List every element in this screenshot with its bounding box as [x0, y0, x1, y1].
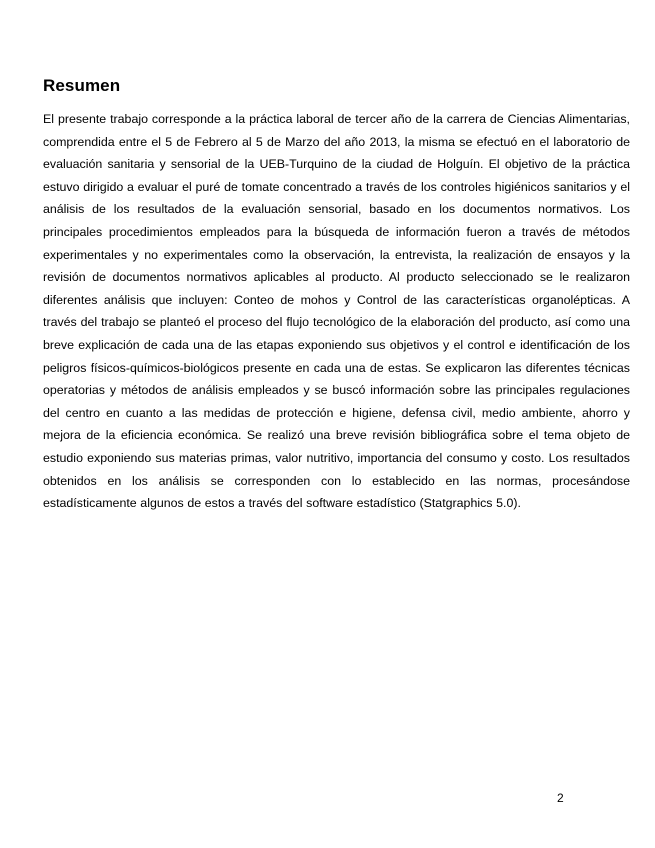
- section-heading: Resumen: [43, 76, 121, 95]
- abstract-paragraph: El presente trabajo corresponde a la práctica laboral de tercer año de la carrera de Ciencias Alimentarias, comprendida entre el 5 de Febrero al 5 de Marzo del año 2013, la misma se efectuó en el laboratorio de evaluación sanitaria y sensorial de la UEB-Turquino de la ciudad de Holguín. El objetivo de la práctica estuvo dirigido a evaluar el puré de tomate concentrado a través de los controles higiénicos sanitarios y el análisis de los resultados de la evaluación sensorial, basado en los documentos normativos. Los principales procedimientos empleados para la búsqueda de información fueron a través de métodos experimentales y no experimentales como la observación, la entrevista, la realización de ensayos y la revisión de documentos normativos aplicables al producto. Al producto seleccionado se le realizaron diferentes análisis que incluyen: Conteo de mohos y Control de las características organolépticas. A través del trabajo se planteó el proceso del flujo tecnológico de la elaboración del producto, así como una breve explicación de cada una de las etapas exponiendo sus objetivos y el control e identificación de los peligros físicos-químicos-biológicos presente en cada una de estas. Se explicaron las diferentes técnicas operatorias y métodos de análisis empleados y se buscó información sobre las principales regulaciones del centro en cuanto a las medidas de protección e higiene, defensa civil, medio ambiente, ahorro y mejora de la eficiencia económica. Se realizó una breve revisión bibliográfica sobre el tema objeto de estudio exponiendo sus materias primas, valor nutritivo, importancia del consumo y costo. Los resultados obtenidos en los análisis se corresponden con lo establecido en las normas, procesándose estadísticamente algunos de estos a través del software estadístico (Statgraphics 5.0).: [43, 112, 630, 511]
- page-number: 2: [557, 791, 564, 805]
